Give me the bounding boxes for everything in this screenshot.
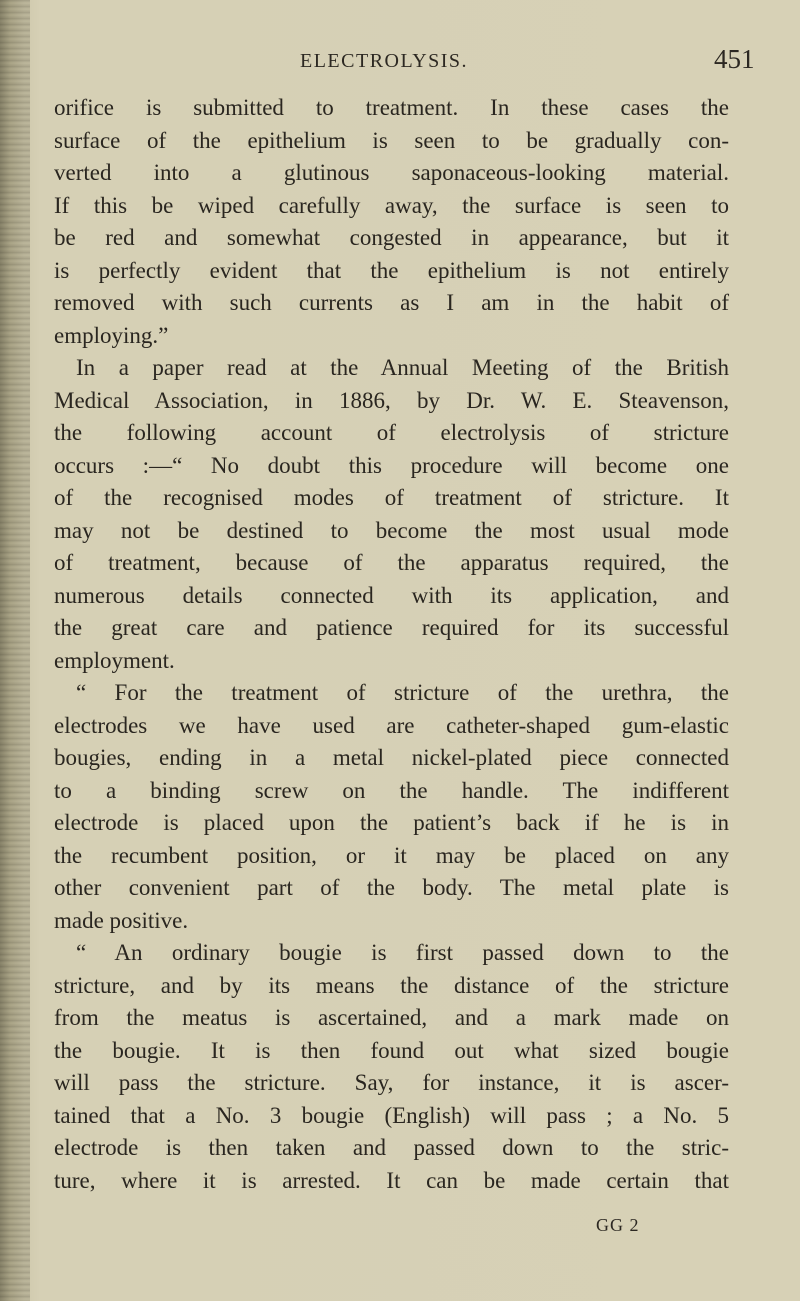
text-line: electrode is then taken and passed down to the stric- <box>54 1135 729 1160</box>
text-line: made positive. <box>54 907 189 933</box>
text-line: electrode is placed upon the patient’s back if he is in <box>54 810 729 835</box>
text-line: other convenient part of the body. The metal plate is <box>54 875 729 900</box>
text-line: removed with such currents as I am in the habit of <box>54 290 729 315</box>
text-line: to a binding screw on the handle. The indifferent <box>54 777 729 803</box>
text-line: electrodes we have used are catheter-shaped gum-elastic <box>54 712 729 738</box>
text-line: numerous details connected with its application, and <box>54 582 729 608</box>
text-line: of the recognised modes of treatment of stricture. It <box>54 485 729 510</box>
text-line: bougies, ending in a metal nickel-plated piece connected <box>54 745 729 770</box>
text-line: the recumbent position, or it may be placed on any <box>54 842 729 868</box>
signature-mark: GG 2 <box>596 1215 640 1235</box>
text-line: may not be destined to become the most usual mode <box>54 517 729 543</box>
text-line: the bougie. It is then found out what sized bougie <box>54 1037 729 1063</box>
text-line: occurs :—“ No doubt this procedure will become one <box>54 452 729 478</box>
text-line: orifice is submitted to treatment. In these cases the <box>54 95 729 120</box>
text-line: “ An ordinary bougie is first passed down to the <box>76 940 729 965</box>
text-line: If this be wiped carefully away, the surface is seen to <box>54 192 729 218</box>
page-number: 451 <box>714 44 755 74</box>
text-line: employing.” <box>54 322 169 348</box>
running-head: ELECTROLYSIS. <box>300 50 469 72</box>
text-line: In a paper read at the Annual Meeting of the British <box>76 355 729 380</box>
text-line: “ For the treatment of stricture of the urethra, the <box>76 680 729 705</box>
body-text <box>54 92 729 1197</box>
text-line: will pass the stricture. Say, for instance, it is ascer- <box>54 1070 729 1095</box>
text-line: tained that a No. 3 bougie (English) will pass ; a No. 5 <box>54 1102 729 1128</box>
text-line: is perfectly evident that the epithelium is not entirely <box>54 257 729 283</box>
text-line: be red and somewhat congested in appearance, but it <box>54 225 729 250</box>
binding-gutter <box>0 0 30 1301</box>
text-line: Medical Association, in 1886, by Dr. W. E. Steavenson, <box>54 387 729 413</box>
text-line: the great care and patience required for its successful <box>54 615 729 640</box>
text-line: verted into a glutinous saponaceous-looking material. <box>54 160 729 185</box>
text-line: ture, where it is arrested. It can be made certain that <box>54 1167 729 1193</box>
text-line: of treatment, because of the apparatus required, the <box>54 550 729 575</box>
text-line: from the meatus is ascertained, and a mark made on <box>54 1005 729 1030</box>
text-line: employment. <box>54 647 175 673</box>
text-line: stricture, and by its means the distance of the stricture <box>54 972 729 998</box>
text-line: surface of the epithelium is seen to be gradually con- <box>54 127 729 153</box>
text-line: the following account of electrolysis of stricture <box>54 420 729 445</box>
